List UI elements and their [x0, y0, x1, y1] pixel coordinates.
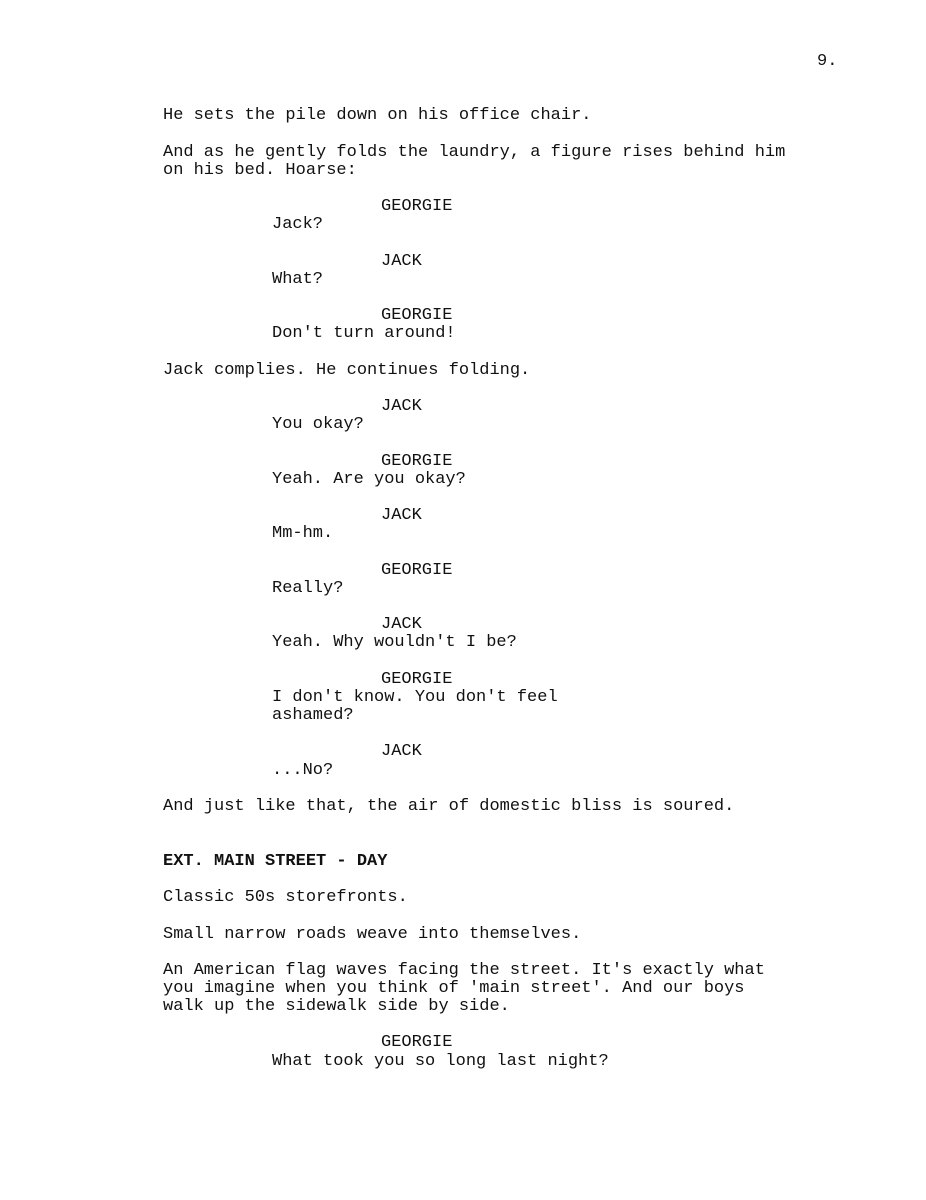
character-name: GEORGIE [381, 561, 453, 580]
action-line: Jack complies. He continues folding. [163, 361, 531, 380]
dialogue-line: Mm-hm. [272, 524, 334, 543]
action-line: Classic 50s storefronts. [163, 888, 408, 907]
character-name: JACK [381, 742, 422, 761]
dialogue-line: Really? [272, 579, 344, 598]
action-line: An American flag waves facing the street. It's exactly what [163, 961, 765, 980]
action-line: And as he gently folds the laundry, a figure rises behind him [163, 143, 786, 162]
character-name: GEORGIE [381, 306, 453, 325]
dialogue-line: ...No? [272, 761, 334, 780]
dialogue-line: Jack? [272, 215, 324, 234]
character-name: GEORGIE [381, 197, 453, 216]
dialogue-line: You okay? [272, 415, 364, 434]
character-name: JACK [381, 252, 422, 271]
dialogue-line: What took you so long last night? [272, 1052, 609, 1071]
dialogue-line: ashamed? [272, 706, 354, 725]
character-name: GEORGIE [381, 452, 453, 471]
character-name: GEORGIE [381, 1033, 453, 1052]
dialogue-line: I don't know. You don't feel [272, 688, 558, 707]
action-line: He sets the pile down on his office chair. [163, 106, 592, 125]
action-line: Small narrow roads weave into themselves. [163, 925, 582, 944]
action-line: you imagine when you think of 'main street'. And our boys [163, 979, 745, 998]
dialogue-line: What? [272, 270, 324, 289]
dialogue-line: Yeah. Why wouldn't I be? [272, 633, 517, 652]
character-name: GEORGIE [381, 670, 453, 689]
character-name: JACK [381, 397, 422, 416]
character-name: JACK [381, 615, 422, 634]
action-line: And just like that, the air of domestic bliss is soured. [163, 797, 735, 816]
character-name: JACK [381, 506, 422, 525]
action-line: on his bed. Hoarse: [163, 161, 357, 180]
action-line: walk up the sidewalk side by side. [163, 997, 510, 1016]
page-number: 9. [817, 52, 838, 71]
dialogue-line: Yeah. Are you okay? [272, 470, 466, 489]
scene-heading: EXT. MAIN STREET - DAY [163, 852, 388, 871]
dialogue-line: Don't turn around! [272, 324, 456, 343]
